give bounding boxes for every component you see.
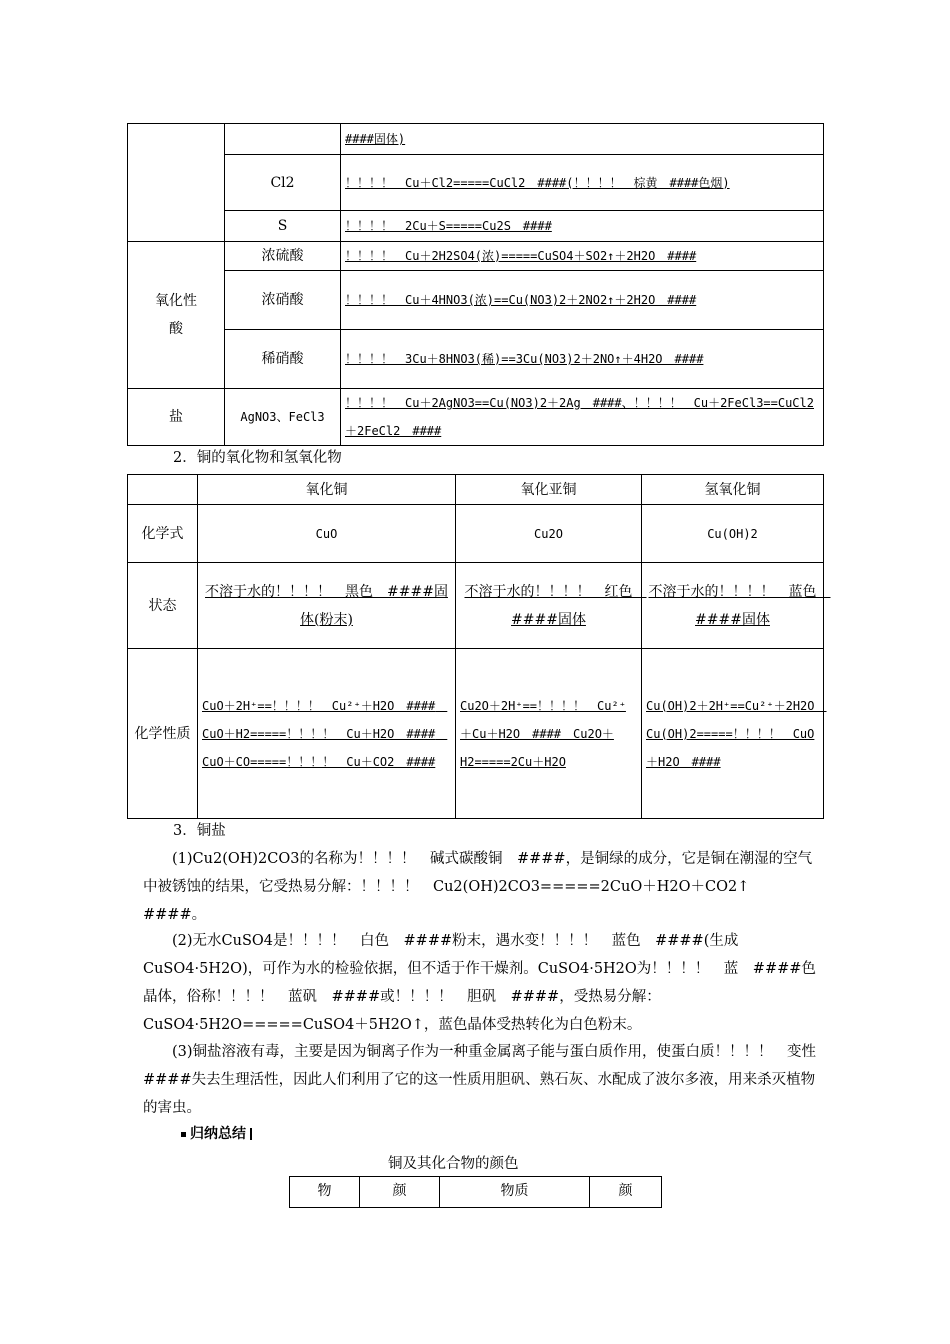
reaction-cell: ！！！！ Cu＋2AgNO3==Cu(NO3)2＋2Ag ####、！！！！ Cu＋2FeCl3==CuCl2＋2FeCl2 #### — [341, 389, 824, 446]
paragraph-1: (1)Cu2(OH)2CO3的名称为！！！！ 碱式碳酸铜 ####，是铜绿的成分，它是铜在潮湿的空气中被锈蚀的结果，它受热易分解：！！！！ Cu2(OH)2CO3=====2CuO＋H2O＋CO2↑ ####。 — [143, 851, 813, 923]
summary-label: 归纳总结 — [175, 1124, 258, 1144]
chem-cell: CuO＋2H⁺==！！！！ Cu²⁺＋H2O #### CuO＋H2=====！！！！ Cu＋H2O #### CuO＋CO=====！！！！ Cu＋CO2 #### — [198, 649, 456, 819]
state-cell: 不溶于水的！！！！ 黑色 ####固体(粉末) — [198, 563, 456, 649]
reaction-cell: ！！！！ Cu＋4HNO3(浓)==Cu(NO3)2＋2NO2↑＋2H2O #### — [341, 271, 824, 330]
header-cell: 颜 — [360, 1177, 440, 1208]
reaction-table — [127, 123, 824, 446]
header-cell: 氧化铜 — [198, 475, 456, 505]
chem-cell: Cu2O＋2H⁺==！！！！ Cu²⁺＋Cu＋H2O #### Cu2O＋H2=====2Cu＋H2O — [456, 649, 642, 819]
formula-cell: CuO — [198, 505, 456, 563]
summary-bar-icon — [250, 1128, 252, 1140]
header-cell: 物 — [290, 1177, 360, 1208]
reagent-cell: AgNO3、FeCl3 — [225, 389, 341, 446]
paragraph-2: (2)无水CuSO4是！！！！ 白色 ####粉末，遇水变！！！！ 蓝色 ####(生成CuSO4·5H2O)，可作为水的检验依据，但不适于作干燥剂。CuSO4·5H2O为！！！！ 蓝 ####色晶体，俗称！！！！ 蓝矾 ####或！！！！ 胆矾 ####，受热易分解：CuSO4·5H2O=====CuSO4＋5H2O↑，蓝色晶体受热转化为白色粉末。 — [143, 933, 816, 1033]
table3-title: 铜及其化合物的颜色 — [388, 1156, 519, 1172]
reaction-cell: ####固体) — [341, 124, 824, 155]
chem-cell: Cu(OH)2＋2H⁺==Cu²⁺＋2H2O Cu(OH)2=====！！！！ CuO＋H2O #### — [642, 649, 824, 819]
summary-marker-icon — [181, 1132, 186, 1137]
paragraph-3: (3)铜盐溶液有毒，主要是因为铜离子作为一种重金属离子能与蛋白质作用，使蛋白质！！！！ 变性 ####失去生理活性，因此人们利用了它的这一性质用胆矾、熟石灰、水配成了波尔多液，用来杀灭植物的害虫。 — [143, 1044, 831, 1116]
color-table — [289, 1176, 662, 1208]
group-label: 盐 — [128, 389, 225, 446]
group-label: 氧化性酸 — [128, 242, 225, 389]
reaction-cell: ！！！！ Cu＋2H2SO4(浓)=====CuSO4＋SO2↑＋2H2O #### — [341, 242, 824, 271]
header-cell: 氧化亚铜 — [456, 475, 642, 505]
oxide-table — [127, 474, 831, 819]
reaction-cell: ！！！！ Cu＋Cl2=====CuCl2 ####(！！！！ 棕黄 ####色烟) — [341, 155, 824, 211]
row-label: 化学性质 — [128, 649, 198, 819]
reagent-cell: 浓硫酸 — [225, 242, 341, 271]
header-cell: 物质 — [440, 1177, 590, 1208]
row-label: 状态 — [128, 563, 198, 649]
reaction-cell: ！！！！ 2Cu＋S=====Cu2S #### — [341, 211, 824, 242]
state-cell: 不溶于水的！！！！ 蓝色 ####固体 — [642, 563, 824, 649]
reagent-cell: S — [225, 211, 341, 242]
reagent-cell: 浓硝酸 — [225, 271, 341, 330]
header-cell: 氢氧化铜 — [642, 475, 824, 505]
empty-cell — [128, 124, 225, 242]
empty-cell — [128, 475, 198, 505]
section-heading: 2．铜的氧化物和氢氧化物 — [173, 450, 342, 466]
reaction-cell: ！！！！ 3Cu＋8HNO3(稀)==3Cu(NO3)2＋2NO↑＋4H2O #### — [341, 330, 824, 389]
reagent-cell: Cl2 — [225, 155, 341, 211]
header-cell: 颜 — [590, 1177, 662, 1208]
formula-cell: Cu(OH)2 — [642, 505, 824, 563]
section-heading: 3．铜盐 — [173, 823, 226, 839]
state-cell: 不溶于水的！！！！ 红色 ####固体 — [456, 563, 642, 649]
reagent-cell: 稀硝酸 — [225, 330, 341, 389]
row-label: 化学式 — [128, 505, 198, 563]
formula-cell: Cu2O — [456, 505, 642, 563]
empty-cell — [225, 124, 341, 155]
